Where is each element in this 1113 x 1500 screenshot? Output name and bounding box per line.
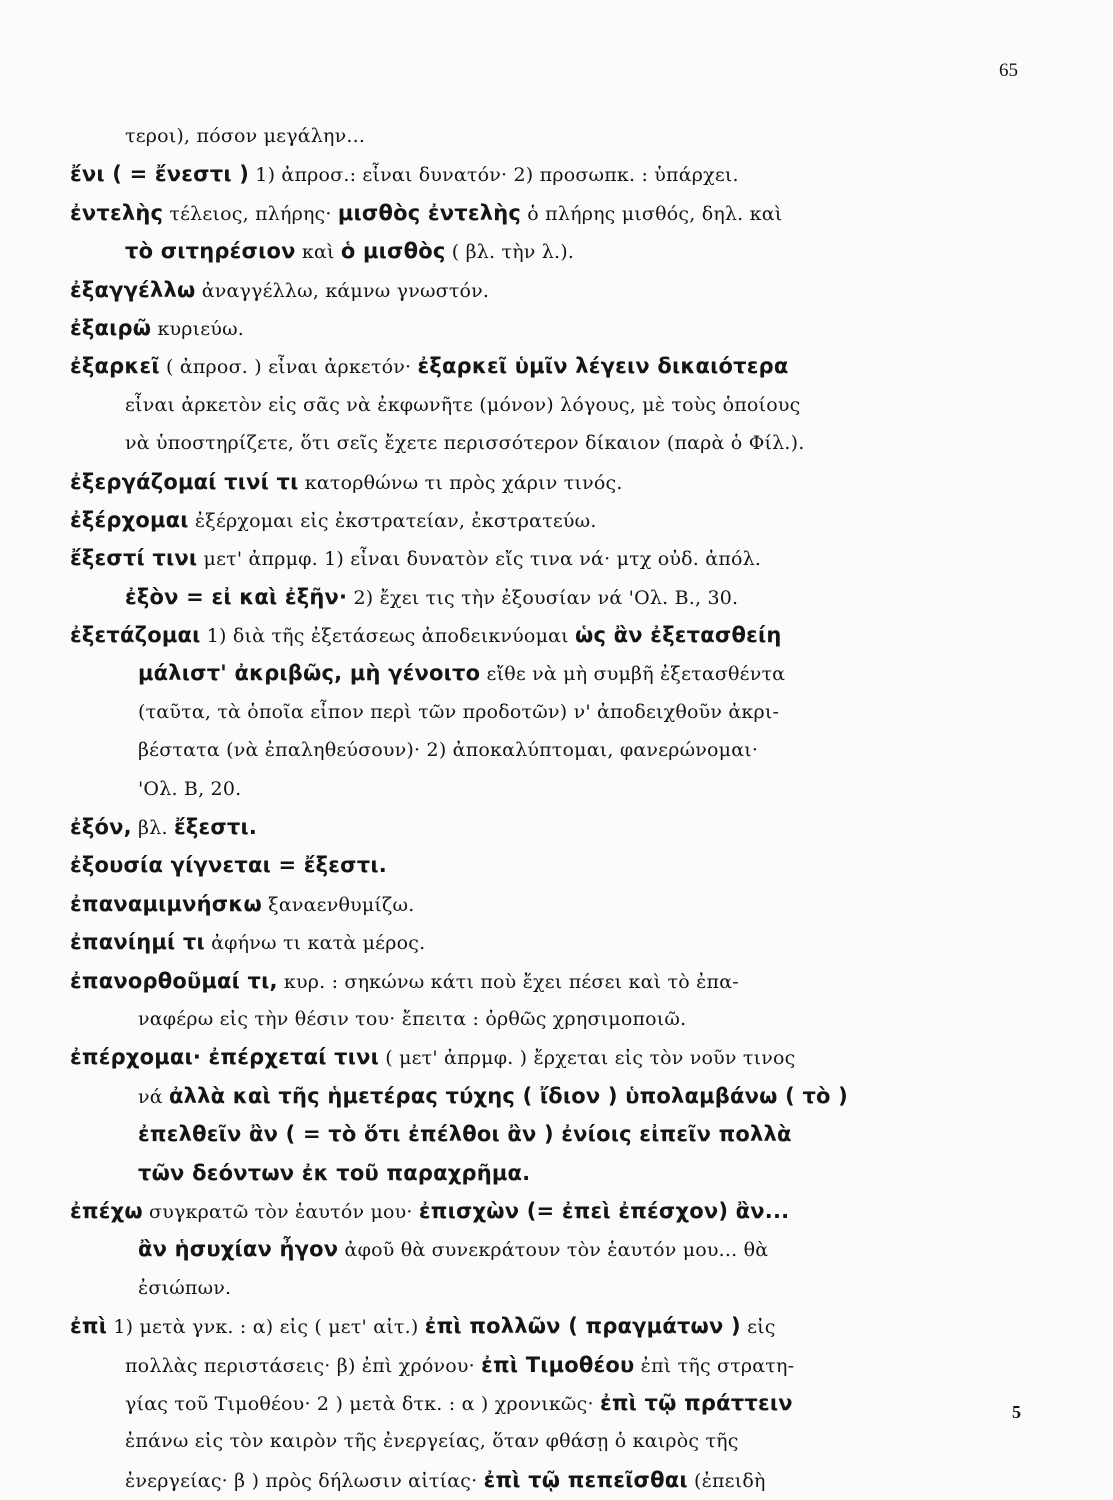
headword: ἐπέχω [70,1198,143,1223]
entry-line [70,1154,1010,1192]
page-number: 65 [999,60,1018,81]
headword: ἐξεργάζομαί τινί τι [70,469,299,494]
definition-text: 2) ἔχει τις τὴν ἐξουσίαν νά 'Ολ. Β., 30. [347,586,739,609]
headword: ἐντελὴς [70,200,164,225]
entry-line [70,962,1010,1000]
headword: ἐξετάζομαι [70,623,201,648]
entry-line [70,194,1010,232]
headword: ἔξεστί τινι [70,546,198,571]
entry-line [70,463,1010,501]
definition-text: κυριεύω. [151,317,245,340]
entry-line [70,117,1010,155]
definition-text: ἀναγγέλλω, κάμνω γνωστόν. [195,279,490,302]
definition-text: ἐπὶ τῆς στρατη- [634,1354,795,1377]
definition-text: ἐπάνω εἰς τὸν καιρὸν τῆς ἐνεργείας, ὅταν φθάσῃ ὁ καιρὸς τῆς [125,1430,739,1453]
headword: ἐπὶ [70,1314,108,1339]
headword: τὸ σιτηρέσιον [125,239,296,264]
entry-line [70,885,1010,923]
headword: ἐξὸν = εἰ καὶ ἐξῆν· [125,584,348,609]
headword: ἐπὶ τῷ πεπεῖσθαι [483,1467,688,1492]
definition-text: ἐσιώπων. [138,1276,232,1299]
headword: ἐπέρχομαι· ἐπέρχεταί τινι [70,1045,379,1070]
entry-line [70,1000,1010,1038]
headword: ἀλλὰ καὶ τῆς ἡμετέρας τύχης ( ἴδιον ) ὑπολαμβάνω ( τὸ ) [169,1083,848,1108]
entry-line [70,1192,1010,1230]
definition-text: συγκρατῶ τὸν ἑαυτόν μου· [142,1200,419,1223]
headword: ἐπισχὼν (= ἐπεὶ ἐπέσχον) ἂν... [418,1198,790,1223]
entry-line [70,923,1010,961]
headword: ἐξουσία γίγνεται = ἔξεστι. [70,853,387,878]
definition-text: 1) διὰ τῆς ἐξετάσεως ἀποδεικνύομαι [200,625,576,648]
definition-text: ( ἀπροσ. ) εἶναι ἀρκετόν· [159,356,418,379]
entry-list [70,117,1010,1499]
headword: ἐπὶ Τιμοθέου [481,1352,635,1377]
definition-text: τέλειος, πλήρης· [163,202,338,225]
headword: ἐπανορθοῦμαί τι, [70,968,278,993]
definition-text: καὶ [295,241,341,264]
definition-text: εἰς [740,1316,776,1339]
definition-text: νὰ ὑποστηρίζετε, ὅτι σεῖς ἔχετε περισσότερον δίκαιον (παρὰ ὁ Φίλ.). [125,432,805,455]
entry-line [70,1269,1010,1307]
signature-mark: 5 [1012,1402,1021,1422]
entry-line [70,846,1010,884]
definition-text: (ἐπειδὴ [687,1469,766,1492]
definition-text: βέστατα (νὰ ἐπαληθεύσουν)· 2) ἀποκαλύπτομαι, φανερώνομαι· [138,739,759,762]
definition-text: κυρ. : σηκώνω κάτι ποὺ ἔχει πέσει καὶ τὸ ἐπα- [277,970,739,993]
definition-text: κατορθώνω τι πρὸς χάριν τινός. [298,471,623,494]
headword: ἐξαιρῶ [70,315,152,340]
entry-line [70,808,1010,846]
definition-text: ἐνεργείας· β ) πρὸς δήλωσιν αἰτίας· [125,1469,484,1492]
headword: ἐξαγγέλλω [70,277,196,302]
headword: ἔνι ( = ἔνεστι ) [70,162,250,187]
entry-line [70,232,1010,270]
definition-text: (ταῦτα, τὰ ὁποῖα εἶπον περὶ τῶν προδοτῶν) ν' ἀποδειχθοῦν ἀκρι- [138,700,780,723]
entry-line [70,501,1010,539]
headword: ἐπὶ πολλῶν ( πραγμάτων ) [424,1314,741,1339]
definition-text: ἀφήνω τι κατὰ μέρος. [204,932,426,955]
definition-text: ( μετ' ἀπρμφ. ) ἔρχεται εἰς τὸν νοῦν τινος [379,1047,796,1070]
headword: ἂν ἡσυχίαν ἦγον [138,1237,339,1262]
headword: τῶν δεόντων ἐκ τοῦ παραχρῆμα. [138,1160,531,1185]
entry-line [70,731,1010,769]
definition-text: ἀφοῦ θὰ συνεκράτουν τὸν ἑαυτόν μου... θὰ [338,1239,769,1262]
definition-text: πολλὰς περιστάσεις· β) ἐπὶ χρόνου· [125,1354,482,1377]
entry-line [70,309,1010,347]
definition-text: ναφέρω εἰς τὴν θέσιν του· ἔπειτα : ὀρθῶς χρησιμοποιῶ. [138,1007,687,1030]
entry-line [70,155,1010,193]
entry-line [70,424,1010,462]
headword: ἐπανίημί τι [70,930,205,955]
definition-text: ξαναενθυμίζω. [261,893,415,916]
entry-line [70,1077,1010,1115]
definition-text: τεροι), πόσον μεγάλην... [125,125,366,147]
definition-text: ἐξέρχομαι εἰς ἐκστρατείαν, ἐκστρατεύω. [188,509,597,532]
entry-line [70,654,1010,692]
entry-line [70,386,1010,424]
headword: μάλιστ' ἀκριβῶς, μὴ γένοιτο [138,661,481,686]
entry-line [70,539,1010,577]
headword: ὡς ἂν ἐξετασθείη [575,623,782,648]
entry-line [70,770,1010,808]
definition-text: γίας τοῦ Τιμοθέου· 2 ) μετὰ δτκ. : α ) χρονικῶς· [125,1392,600,1415]
entry-line [70,1422,1010,1460]
entry-line [70,1307,1010,1345]
headword: ὁ μισθὸς [340,239,446,264]
definition-text: 1) ἀπροσ.: εἶναι δυνατόν· 2) προσωπκ. : ὑπάρχει. [249,164,739,187]
definition-text: βλ. [131,817,174,840]
headword: ἐπελθεῖν ἂν ( = τὸ ὅτι ἐπέλθοι ἂν ) ἐνίοις εἰπεῖν πολλὰ [138,1122,792,1147]
definition-text: 'Ολ. Β, 20. [138,777,242,800]
entry-line [70,616,1010,654]
headword: ἐξόν, [70,815,132,840]
entry-line [70,347,1010,385]
entry-line [70,271,1010,309]
entry-line [70,693,1010,731]
headword: ἐξαρκεῖ ὑμῖν λέγειν δικαιότερα [417,354,789,379]
headword: ἐξαρκεῖ [70,354,160,379]
definition-text: μετ' ἀπρμφ. 1) εἶναι δυνατὸν εἴς τινα νά· μτχ οὐδ. ἀπόλ. [197,548,762,571]
entry-line [70,578,1010,616]
entry-line [70,1384,1010,1422]
definition-text: νά [138,1085,170,1108]
headword: ἐπὶ τῷ πράττειν [599,1390,793,1415]
headword: μισθὸς ἐντελὴς [337,200,522,225]
entry-line [70,1038,1010,1076]
headword: ἔξεστι. [173,815,258,840]
definition-text: ( βλ. τὴν λ.). [445,241,575,264]
definition-text: εἶναι ἀρκετὸν εἰς σᾶς νὰ ἐκφωνῆτε (μόνον) λόγους, μὲ τοὺς ὁποίους [125,393,801,416]
entry-line [70,1346,1010,1384]
entry-line [70,1230,1010,1268]
entry-line [70,1461,1010,1499]
headword: ἐξέρχομαι [70,507,189,532]
definition-text: εἴθε νὰ μὴ συμβῆ ἐξετασθέντα [480,663,786,686]
headword: ἐπαναμιμνήσκω [70,891,262,916]
entry-line [70,1115,1010,1153]
definition-text: ὁ πλήρης μισθός, δηλ. καὶ [521,202,783,225]
definition-text: 1) μετὰ γνκ. : α) εἰς ( μετ' αἰτ.) [107,1316,425,1339]
